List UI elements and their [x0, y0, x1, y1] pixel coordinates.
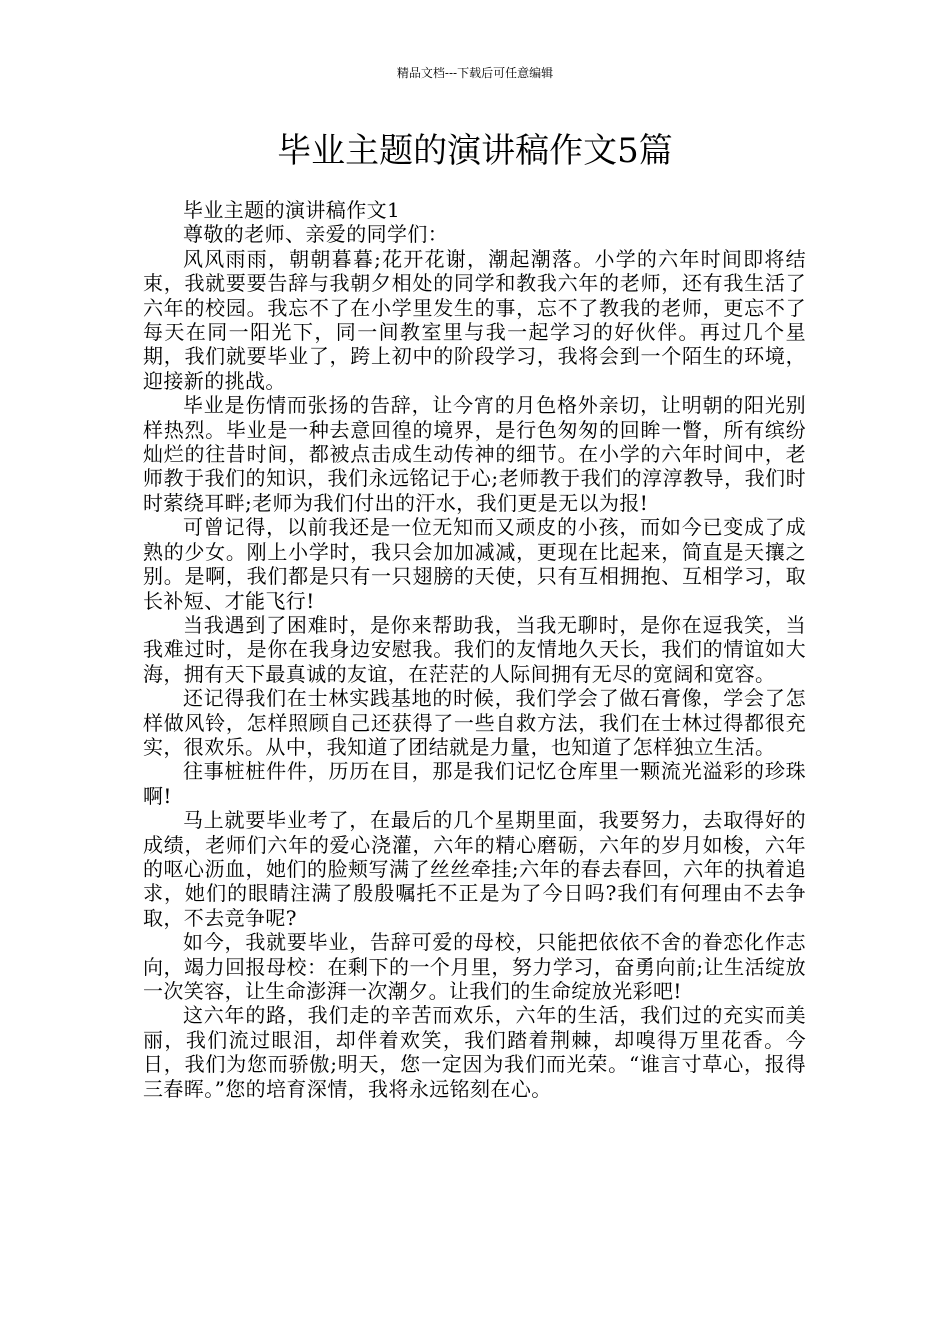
- page-header: 精品文档---下载后可任意编辑: [396, 66, 554, 80]
- body-paragraph: 往事桩桩件件，历历在目，那是我们记忆仓库里一颗流光溢彩的珍珠啊!: [143, 759, 806, 808]
- body-paragraph: 如今，我就要毕业，告辞可爱的母校，只能把依依不舍的眷恋化作志向，竭力回报母校：在剩下的一个月里，努力学习，奋勇向前;让生活绽放一次笑容，让生命澎湃一次潮夕。让我们的生命绽放光彩吧!: [143, 930, 806, 1003]
- section-heading: 毕业主题的演讲稿作文1: [183, 198, 401, 222]
- body-paragraph: 当我遇到了困难时，是你来帮助我，当我无聊时，是你在逗我笑，当我难过时，是你在我身边安慰我。我们的友情地久天长，我们的情谊如大海，拥有天下最真诚的友谊，在茫茫的人际间拥有无尽的宽阔和宽容。: [143, 612, 806, 686]
- document-body: [143, 198, 806, 1101]
- document-title: 毕业主题的演讲稿作文5篇: [277, 131, 673, 171]
- body-paragraph: 风风雨雨，朝朝暮暮;花开花谢，潮起潮落。小学的六年时间即将结束，我就要要告辞与我朝夕相处的同学和教我六年的老师，还有我生活了六年的校园。我忘不了在小学里发生的事，忘不了教我的老师，更忘不了每天在同一阳光下，同一间教室里与我一起学习的好伙伴。再过几个星期，我们就要毕业了，跨上初中的阶段学习，我将会到一个陌生的环境，迎接新的挑战。: [143, 246, 806, 393]
- greeting-line: 尊敬的老师、亲爱的同学们：: [183, 222, 449, 247]
- body-paragraph: 可曾记得，以前我还是一位无知而又顽皮的小孩，而如今已变成了成熟的少女。刚上小学时，我只会加加减减，更现在比起来，简直是天攘之别。是啊，我们都是只有一只翅膀的天使，只有互相拥抱、互相学习，取长补短、才能飞行!: [143, 515, 806, 613]
- body-paragraph: 还记得我们在士林实践基地的时候，我们学会了做石膏像，学会了怎样做风铃，怎样照顾自己还获得了一些自救方法，我们在士林过得都很充实，很欢乐。从中，我知道了团结就是力量，也知道了怎样独立生活。: [143, 686, 806, 759]
- body-paragraph: 马上就要毕业考了，在最后的几个星期里面，我要努力，去取得好的成绩，老师们六年的爱心浇灌，六年的精心磨砺，六年的岁月如梭，六年的呕心沥血，她们的脸颊写满了丝丝牵挂;六年的春去春回，六年的执着追求，她们的眼睛注满了殷殷嘱托不正是为了今日吗?我们有何理由不去争取，不去竞争呢?: [143, 808, 806, 930]
- body-paragraph: 这六年的路，我们走的辛苦而欢乐，六年的生活，我们过的充实而美丽，我们流过眼泪，却伴着欢笑，我们踏着荆棘，却嗅得万里花香。今日，我们为您而骄傲;明天，您一定因为我们而光荣。“谁言寸草心，报得三春晖。”您的培育深情，我将永远铭刻在心。: [143, 1003, 806, 1101]
- body-paragraph: 毕业是伤情而张扬的告辞，让今宵的月色格外亲切，让明朝的阳光别样热烈。毕业是一种去意回徨的境界，是行色匆匆的回眸一瞥，所有缤纷灿烂的往昔时间，都被点击成生动传神的细节。在小学的六年时间中，老师教于我们的知识，我们永远铭记于心;老师教于我们的淳淳教导，我们时时萦绕耳畔;老师为我们付出的汗水，我们更是无以为报!: [143, 393, 806, 515]
